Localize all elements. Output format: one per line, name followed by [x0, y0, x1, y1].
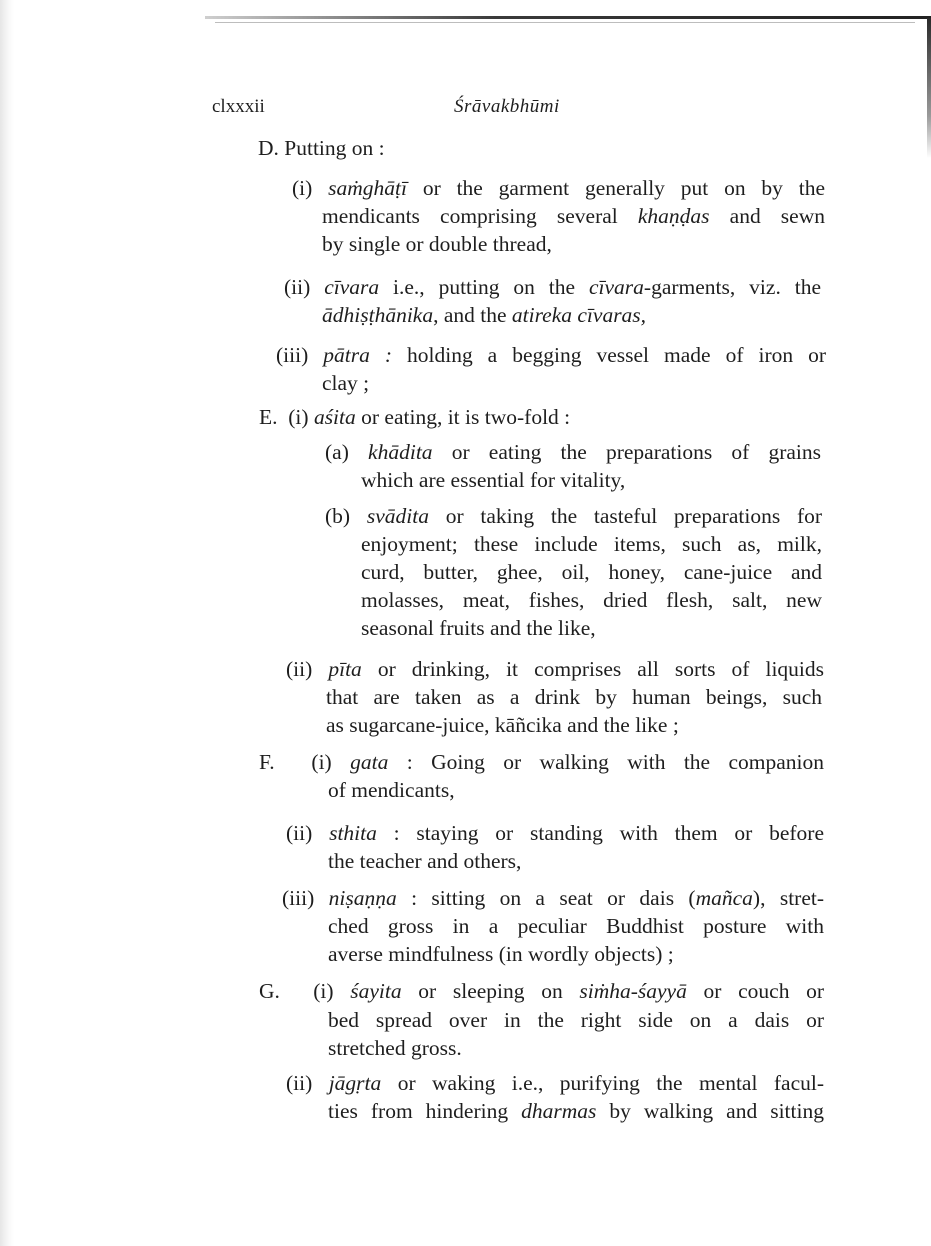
f-iii-line2: [328, 916, 824, 938]
f-iii-line3: averse mindfulness (in wordly objects) ;: [328, 942, 674, 966]
e-b-text2: enjoyment; these include items, such as, milk,: [361, 532, 822, 556]
d-i-text2a: mendicants comprising several: [322, 204, 638, 228]
f-iii-text1a: : sitting on a seat or dais (: [396, 886, 696, 910]
f-ii-text: : staying or standing with them or before: [376, 821, 825, 845]
e-b-text4: molasses, meat, fishes, dried flesh, salt, new: [361, 588, 822, 612]
e-i-label: (i): [288, 405, 309, 429]
g-i-line3: stretched gross.: [328, 1036, 462, 1060]
f-ii-label: (ii): [286, 821, 313, 845]
g-ii-text2b: by walking and sitting: [596, 1099, 824, 1123]
e-a-label: (a): [325, 440, 349, 464]
g-ii-line2: [328, 1101, 824, 1123]
d-ii-line2: [322, 305, 646, 327]
e-i-line1: [259, 407, 570, 429]
f-ii-term: sthita: [329, 821, 377, 845]
e-a-line1: [325, 442, 821, 464]
f-iii-text2: ched gross in a peculiar Buddhist posture with: [328, 914, 824, 938]
e-b-term: svādita: [366, 504, 429, 528]
section-g-heading: G.: [259, 979, 280, 1003]
running-title: Śrāvakbhūmi: [454, 96, 560, 117]
g-i-term: śayita: [350, 979, 402, 1003]
d-i-line2: [322, 206, 825, 228]
running-head: [212, 96, 872, 120]
d-i-term2: khaṇḍas: [637, 204, 710, 228]
d-iii-line1: [276, 345, 826, 367]
d-ii-line1: [284, 277, 821, 299]
scan-shadow-left: [0, 0, 14, 1246]
g-i-text1b: or couch or: [686, 979, 825, 1003]
e-ii-line3: as sugarcane-juice, kāñcika and the like ;: [326, 713, 679, 737]
g-i-label: (i): [313, 979, 334, 1003]
f-ii-line1: [286, 823, 824, 845]
f-i-line2: of mendicants,: [328, 778, 455, 802]
f-iii-term: niṣaṇṇa: [328, 886, 397, 910]
scan-rule-top: [205, 16, 931, 19]
f-i-line1: [259, 752, 824, 774]
d-ii-term: cīvara: [324, 275, 380, 299]
g-i-term2: siṁha-śayyā: [579, 979, 687, 1003]
e-b-label: (b): [325, 504, 351, 528]
page-number: clxxxii: [212, 96, 265, 117]
d-i-text: or the garment generally put on by the: [406, 176, 826, 200]
d-ii-term3: atireka cīvaras,: [511, 303, 647, 327]
e-a-term: khādita: [368, 440, 433, 464]
scan-shadow-right: [927, 18, 931, 158]
g-ii-term2: dharmas: [521, 1099, 597, 1123]
d-i-text2b: and sewn: [709, 204, 825, 228]
d-iii-text: holding a begging vessel made of iron or: [392, 343, 827, 367]
d-i-label: (i): [292, 176, 313, 200]
f-ii-line2: the teacher and others,: [328, 849, 522, 873]
e-i-text: or eating, it is two-fold :: [355, 405, 571, 429]
g-i-text2: bed spread over in the right side on a dais or: [328, 1008, 824, 1032]
f-iii-line1: [282, 888, 824, 910]
f-i-label: (i): [311, 750, 332, 774]
e-a-text: or eating the preparations of grains: [432, 440, 821, 464]
f-iii-label: (iii): [282, 886, 315, 910]
d-ii-term2: ādhiṣṭhānika: [322, 303, 434, 327]
d-iii-label: (iii): [276, 343, 309, 367]
section-d-heading: D. Putting on :: [258, 136, 385, 160]
e-i-term: aśita: [313, 405, 356, 429]
g-i-line1: [259, 981, 824, 1003]
e-a-line2: which are essential for vitality,: [361, 468, 626, 492]
d-ii-text1a: i.e., putting on the: [379, 275, 589, 299]
e-ii-text: or drinking, it comprises all sorts of liquids: [361, 657, 825, 681]
g-i-text1a: or sleeping on: [401, 979, 580, 1003]
d-iii-line2: clay ;: [322, 371, 370, 395]
g-ii-line1: [286, 1073, 824, 1095]
g-ii-label: (ii): [286, 1071, 313, 1095]
d-i-line1: [292, 178, 825, 200]
d-i-line3: by single or double thread,: [322, 232, 552, 256]
g-i-line2: [328, 1010, 824, 1032]
d-ii-term1: cīvara: [588, 275, 644, 299]
e-b-text3: curd, butter, ghee, oil, honey, cane-juice and: [361, 560, 822, 584]
e-ii-term: pīta: [328, 657, 362, 681]
e-ii-line1: [286, 659, 824, 681]
section-e-heading: E.: [259, 405, 278, 429]
d-ii-text2a: , and the: [433, 303, 512, 327]
d-ii-label: (ii): [284, 275, 311, 299]
d-iii-term: pātra :: [323, 343, 392, 367]
e-ii-label: (ii): [286, 657, 313, 681]
e-b-line2: [361, 534, 822, 556]
e-b-text: or taking the tasteful preparations for: [428, 504, 823, 528]
f-iii-term2: mañca: [695, 886, 753, 910]
scan-rule-top-faint: [215, 22, 915, 23]
e-ii-line2: [326, 687, 822, 709]
f-i-term: gata: [350, 750, 389, 774]
d-i-term: saṁghāṭī: [328, 176, 407, 200]
e-b-line3: [361, 562, 822, 584]
g-ii-term: jāgṛta: [328, 1071, 382, 1095]
e-b-line5: seasonal fruits and the like,: [361, 616, 596, 640]
g-ii-text: or waking i.e., purifying the mental facul-: [381, 1071, 824, 1095]
d-ii-text1b: -garments, viz. the: [643, 275, 821, 299]
e-ii-text2: that are taken as a drink by human beings, such: [326, 685, 822, 709]
section-f-heading: F.: [259, 750, 275, 774]
e-b-line4: [361, 590, 822, 612]
g-ii-text2a: ties from hindering: [328, 1099, 522, 1123]
f-i-text: : Going or walking with the companion: [388, 750, 825, 774]
f-iii-text1b: ), stret-: [752, 886, 825, 910]
e-b-line1: [325, 506, 822, 528]
